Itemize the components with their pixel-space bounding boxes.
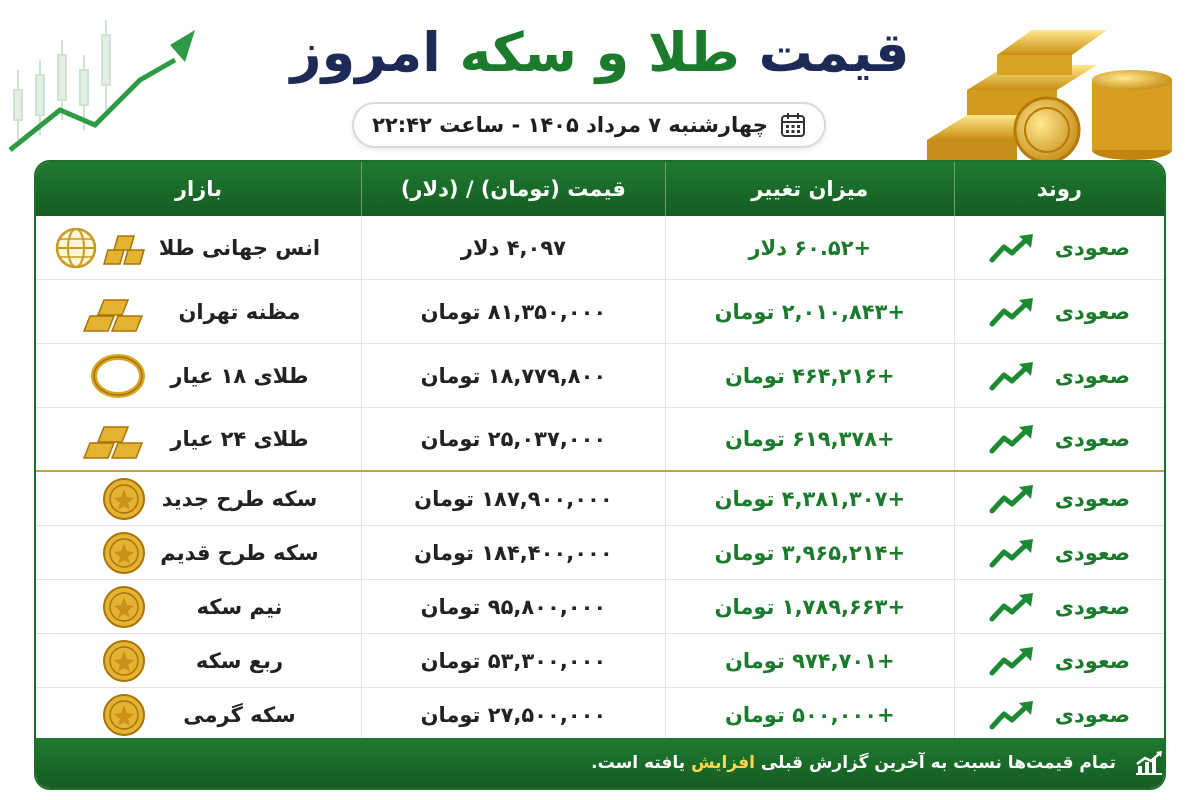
globe-icon	[54, 226, 98, 270]
gold-bars-icon	[82, 417, 146, 461]
page-title	[0, 18, 1200, 88]
market-icon	[54, 353, 146, 399]
price-cell: ۹۵,۸۰۰,۰۰۰ تومان	[361, 580, 665, 633]
footer-note	[591, 753, 1116, 773]
table-row	[36, 634, 1164, 688]
table-row	[36, 408, 1164, 472]
column-header-price: قیمت (تومان) / (دلار)	[361, 162, 665, 216]
market-cell	[36, 408, 361, 470]
market-name: سکه گرمی	[183, 702, 296, 727]
trend-cell	[954, 472, 1164, 525]
footer-text-before: تمام قیمت‌ها نسبت به آخرین گزارش قبلی	[760, 753, 1116, 773]
price-cell: ۵۳,۳۰۰,۰۰۰ تومان	[361, 634, 665, 687]
trend-up-icon	[989, 592, 1037, 622]
market-name: انس جهانی طلا	[158, 235, 321, 260]
trend-up-icon	[989, 538, 1037, 568]
trend-cell	[954, 280, 1164, 343]
trend-cell	[954, 688, 1164, 741]
date-text: چهارشنبه ۷ مرداد ۱۴۰۵ - ساعت ۲۲:۴۲	[372, 113, 768, 137]
market-name: سکه طرح جدید	[161, 486, 318, 511]
change-cell: +۲,۰۱۰,۸۴۳ تومان	[665, 280, 954, 343]
change-cell: +۴۶۴,۲۱۶ تومان	[665, 344, 954, 407]
trend-label: صعودی	[1054, 299, 1131, 324]
market-name: طلای ۱۸ عیار	[170, 363, 309, 388]
change-cell: +۶۱۹,۳۷۸ تومان	[665, 408, 954, 470]
market-icon	[54, 692, 146, 738]
change-cell: +۶۰.۵۲ دلار	[665, 216, 954, 279]
trend-cell	[954, 634, 1164, 687]
price-cell: ۸۱,۳۵۰,۰۰۰ تومان	[361, 280, 665, 343]
title-word-gold-coin: طلا و سکه	[459, 21, 740, 84]
change-cell: +۹۷۴,۷۰۱ تومان	[665, 634, 954, 687]
trend-up-icon	[989, 646, 1037, 676]
change-cell: +۱,۷۸۹,۶۶۳ تومان	[665, 580, 954, 633]
market-icon	[54, 638, 146, 684]
gold-coin-icon	[102, 639, 146, 683]
trend-up-icon	[989, 424, 1037, 454]
market-icon	[54, 584, 146, 630]
price-cell: ۱۸۷,۹۰۰,۰۰۰ تومان	[361, 472, 665, 525]
column-header-market: بازار	[174, 177, 223, 201]
trend-cell	[954, 408, 1164, 470]
price-cell: ۲۵,۰۳۷,۰۰۰ تومان	[361, 408, 665, 470]
market-cell	[36, 634, 361, 687]
market-cell	[36, 526, 361, 579]
gold-coin-icon	[102, 477, 146, 521]
market-cell	[36, 216, 361, 279]
market-cell	[36, 580, 361, 633]
price-cell: ۱۸۴,۴۰۰,۰۰۰ تومان	[361, 526, 665, 579]
market-name: ربع سکه	[195, 648, 284, 673]
gold-coin-icon	[102, 531, 146, 575]
market-icon	[54, 225, 146, 271]
market-name: طلای ۲۴ عیار	[170, 427, 309, 451]
market-icon	[54, 289, 146, 335]
gold-ring-icon	[90, 354, 146, 398]
trend-cell	[954, 344, 1164, 407]
trend-label: صعودی	[1054, 427, 1131, 451]
price-cell: ۴,۰۹۷ دلار	[361, 216, 665, 279]
date-badge	[352, 102, 826, 148]
trend-label: صعودی	[1054, 363, 1131, 388]
trend-label: صعودی	[1054, 486, 1131, 511]
table-header	[36, 162, 1164, 216]
market-cell	[36, 688, 361, 741]
price-table	[34, 160, 1166, 790]
table-row	[36, 472, 1164, 526]
title-word-price: قیمت	[758, 21, 910, 84]
trend-cell	[954, 580, 1164, 633]
trend-up-icon	[989, 233, 1037, 263]
market-name: سکه طرح قدیم	[160, 540, 319, 565]
market-icon	[54, 416, 146, 462]
trend-label: صعودی	[1054, 235, 1131, 260]
market-cell	[36, 344, 361, 407]
footer-highlight: افزایش	[691, 753, 755, 773]
footer-bar	[36, 738, 1164, 788]
change-cell: +۵۰۰,۰۰۰ تومان	[665, 688, 954, 741]
gold-bars-icon	[102, 228, 146, 268]
trend-cell	[954, 216, 1164, 279]
market-name: نیم سکه	[196, 594, 283, 619]
chart-up-icon	[1134, 750, 1164, 776]
table-row	[36, 280, 1164, 344]
change-cell: +۳,۹۶۵,۲۱۴ تومان	[665, 526, 954, 579]
trend-label: صعودی	[1054, 594, 1131, 619]
table-row	[36, 344, 1164, 408]
table-body	[36, 216, 1164, 742]
calendar-icon	[780, 112, 806, 138]
market-name: مظنه تهران	[178, 299, 301, 324]
table-row	[36, 526, 1164, 580]
trend-up-icon	[989, 297, 1037, 327]
column-header-change: میزان تغییر	[665, 162, 954, 216]
market-icon	[54, 530, 146, 576]
gold-bars-icon	[82, 290, 146, 334]
trend-cell	[954, 526, 1164, 579]
price-cell: ۱۸,۷۷۹,۸۰۰ تومان	[361, 344, 665, 407]
table-row	[36, 216, 1164, 280]
gold-coin-icon	[102, 693, 146, 737]
table-row	[36, 688, 1164, 742]
market-cell	[36, 280, 361, 343]
market-icon	[54, 476, 146, 522]
trend-label: صعودی	[1054, 702, 1131, 727]
market-cell	[36, 472, 361, 525]
change-cell: +۴,۳۸۱,۳۰۷ تومان	[665, 472, 954, 525]
price-cell: ۲۷,۵۰۰,۰۰۰ تومان	[361, 688, 665, 741]
trend-up-icon	[989, 361, 1037, 391]
trend-up-icon	[989, 484, 1037, 514]
title-word-today: امروز	[290, 21, 441, 84]
column-header-trend: روند	[954, 162, 1164, 216]
trend-label: صعودی	[1054, 648, 1131, 673]
trend-label: صعودی	[1054, 540, 1131, 565]
gold-coin-icon	[102, 585, 146, 629]
table-row	[36, 580, 1164, 634]
trend-up-icon	[989, 700, 1037, 730]
footer-text-after: یافته است.	[591, 753, 686, 773]
